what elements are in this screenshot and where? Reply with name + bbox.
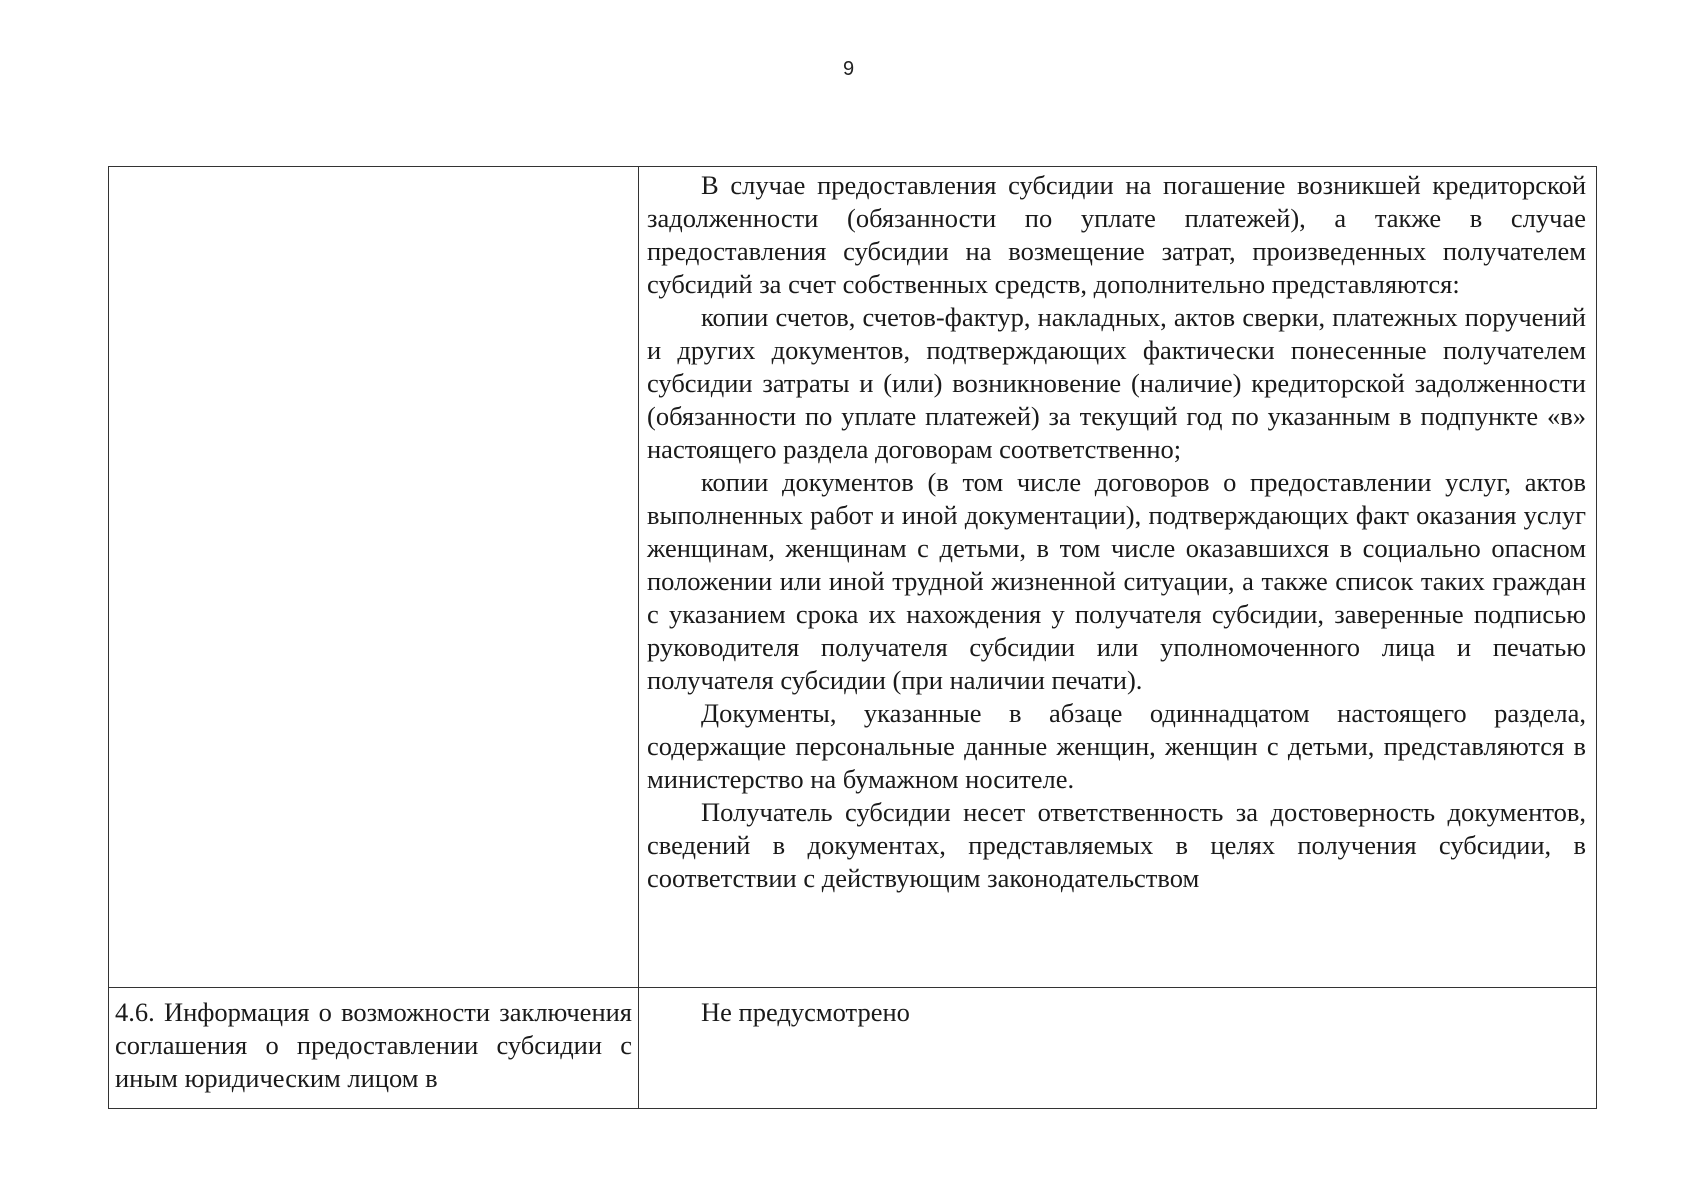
- table-row: [109, 988, 1597, 1109]
- table-row: [109, 167, 1597, 988]
- paragraph-invoice-copies: копии счетов, счетов-фактур, накладных, актов сверки, платежных поручений и других документов, подтверждающих фактически понесенные получателем субсидии затраты и (или) возникновение (наличие) кредиторской задолженности (обязанности по уплате платежей) за текущий год по указанным в подпункте «в» настоящего раздела договорам соответственно;: [647, 302, 1586, 464]
- page-number: 9: [842, 58, 855, 80]
- table-cell-left: [109, 167, 639, 988]
- table-cell-left: [109, 988, 639, 1109]
- paragraph-case-description: В случае предоставления субсидии на погашение возникшей кредиторской задолженности (обязанности по уплате платежей), а также в случае предоставления субсидии на возмещение затрат, произведенных получателем субсидий за счет собственных средств, дополнительно представляются:: [647, 170, 1586, 299]
- section-4-6-label: 4.6. Информация о возможности заключения соглашения о предоставлении субсидии с иным юридическим лицом в: [115, 997, 632, 1093]
- table-cell-right: [639, 988, 1597, 1109]
- section-4-6-value: Не предусмотрено: [701, 997, 910, 1027]
- paragraph-service-documents: копии документов (в том числе договоров о предоставлении услуг, актов выполненных работ и иной документации), подтверждающих факт оказания услуг женщинам, женщинам с детьми, в том числе оказавшихся в социально опасном положении или иной трудной жизненной ситуации, а также список таких граждан с указанием срока их нахождения у получателя субсидии, заверенные подписью руководителя получателя субсидии или уполномоченного лица и печатью получателя субсидии (при наличии печати).: [647, 467, 1586, 695]
- requirements-table: [108, 166, 1597, 1109]
- left-cell-text: [109, 167, 638, 175]
- paragraph-responsibility: Получатель субсидии несет ответственность за достоверность документов, сведений в документах, представляемых в целях получения субсидии, в соответствии с действующим законодательством: [647, 797, 1586, 893]
- table-cell-right: [639, 167, 1597, 988]
- paragraph-personal-data: Документы, указанные в абзаце одиннадцатом настоящего раздела, содержащие персональные данные женщин, женщин с детьми, представляются в министерство на бумажном носителе.: [647, 698, 1586, 794]
